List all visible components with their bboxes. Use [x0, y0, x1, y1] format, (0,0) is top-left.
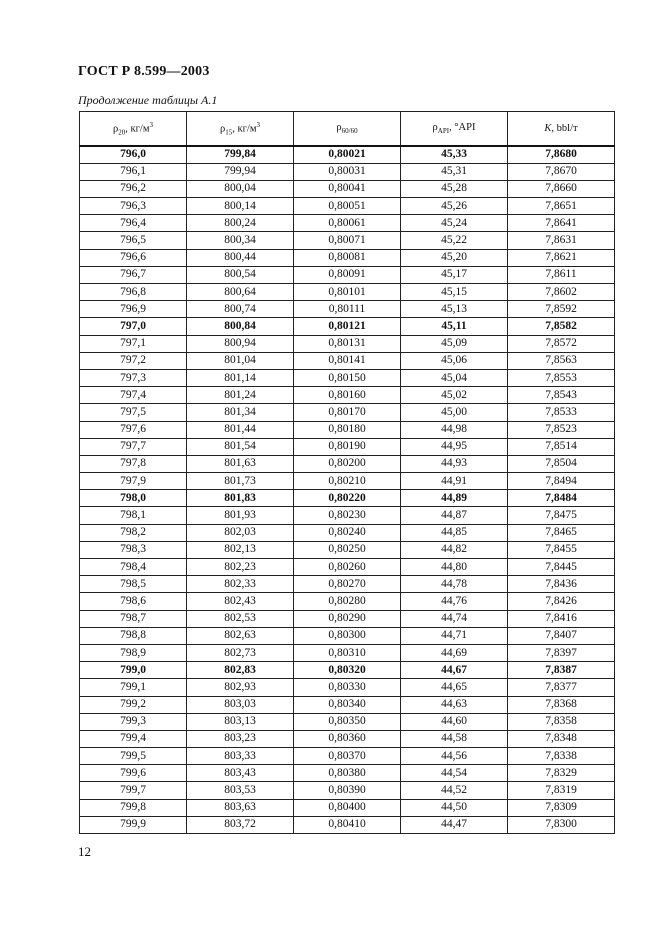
table-cell: 803,23 — [187, 730, 294, 747]
table-cell: 7,8416 — [508, 610, 615, 627]
table-cell: 800,44 — [187, 249, 294, 266]
table-cell: 799,84 — [187, 146, 294, 163]
table-cell: 44,98 — [401, 421, 508, 438]
table-cell: 798,1 — [80, 507, 187, 524]
column-subscript: API — [437, 127, 450, 136]
table-cell: 0,80150 — [294, 369, 401, 386]
table-cell: 799,8 — [80, 799, 187, 816]
table-cell: 799,9 — [80, 816, 187, 833]
table-row — [80, 748, 615, 765]
table-row — [80, 490, 615, 507]
table-row — [80, 593, 615, 610]
table-cell: 7,8523 — [508, 421, 615, 438]
table-cell: 797,7 — [80, 438, 187, 455]
table-row — [80, 318, 615, 335]
table-row — [80, 404, 615, 421]
table-row — [80, 730, 615, 747]
table-cell: 44,60 — [401, 713, 508, 730]
table-cell: 45,20 — [401, 249, 508, 266]
table-cell: 799,6 — [80, 765, 187, 782]
table-cell: 799,2 — [80, 696, 187, 713]
table-cell: 803,13 — [187, 713, 294, 730]
table-cell: 45,31 — [401, 163, 508, 180]
table-cell: 0,80101 — [294, 284, 401, 301]
column-superscript: 3 — [256, 120, 260, 129]
table-cell: 802,03 — [187, 524, 294, 541]
table-cell: 0,80380 — [294, 765, 401, 782]
table-cell: 45,02 — [401, 387, 508, 404]
table-cell: 44,76 — [401, 593, 508, 610]
table-cell: 797,6 — [80, 421, 187, 438]
table-cell: 44,54 — [401, 765, 508, 782]
table-cell: 45,28 — [401, 180, 508, 197]
table-cell: 0,80031 — [294, 163, 401, 180]
table-cell: 798,5 — [80, 576, 187, 593]
table-cell: 800,74 — [187, 301, 294, 318]
table-body — [80, 146, 615, 834]
column-subscript: 60/60 — [341, 127, 358, 136]
table-cell: 44,85 — [401, 524, 508, 541]
table-cell: 44,67 — [401, 662, 508, 679]
table-cell: 0,80340 — [294, 696, 401, 713]
table-cell: 45,26 — [401, 198, 508, 215]
table-cell: 799,1 — [80, 679, 187, 696]
table-cell: 7,8348 — [508, 730, 615, 747]
table-row — [80, 765, 615, 782]
table-cell: 44,74 — [401, 610, 508, 627]
table-cell: 800,54 — [187, 266, 294, 283]
table-cell: 7,8651 — [508, 198, 615, 215]
table-row — [80, 163, 615, 180]
table-cell: 7,8455 — [508, 541, 615, 558]
table-cell: 800,64 — [187, 284, 294, 301]
table-cell: 801,14 — [187, 369, 294, 386]
table-row — [80, 782, 615, 799]
column-symbol: ρ — [432, 121, 438, 133]
table-cell: 0,80280 — [294, 593, 401, 610]
table-cell: 796,4 — [80, 215, 187, 232]
table-cell: 798,3 — [80, 541, 187, 558]
table-cell: 7,8484 — [508, 490, 615, 507]
table-cell: 7,8611 — [508, 266, 615, 283]
table-cell: 7,8582 — [508, 318, 615, 335]
table-cell: 0,80200 — [294, 455, 401, 472]
table-cell: 45,33 — [401, 146, 508, 163]
table-cell: 0,80141 — [294, 352, 401, 369]
table-cell: 803,72 — [187, 816, 294, 833]
table-row — [80, 799, 615, 816]
table-cell: 801,04 — [187, 352, 294, 369]
table-cell: 799,4 — [80, 730, 187, 747]
table-cell: 798,2 — [80, 524, 187, 541]
table-cell: 796,6 — [80, 249, 187, 266]
table-cell: 798,6 — [80, 593, 187, 610]
table-cell: 796,5 — [80, 232, 187, 249]
table-cell: 803,03 — [187, 696, 294, 713]
table-cell: 800,14 — [187, 198, 294, 215]
table-cell: 45,11 — [401, 318, 508, 335]
density-table — [79, 111, 615, 834]
table-cell: 0,80041 — [294, 180, 401, 197]
table-cell: 0,80250 — [294, 541, 401, 558]
table-cell: 799,5 — [80, 748, 187, 765]
table-cell: 7,8445 — [508, 559, 615, 576]
column-symbol: ρ — [336, 121, 342, 133]
table-cell: 801,24 — [187, 387, 294, 404]
table-row — [80, 198, 615, 215]
table-cell: 796,2 — [80, 180, 187, 197]
table-row — [80, 816, 615, 833]
table-cell: 0,80320 — [294, 662, 401, 679]
table-cell: 796,0 — [80, 146, 187, 163]
table-cell: 798,7 — [80, 610, 187, 627]
table-row — [80, 713, 615, 730]
table-cell: 45,09 — [401, 335, 508, 352]
column-header — [294, 112, 401, 147]
table-cell: 45,17 — [401, 266, 508, 283]
page-number: 12 — [78, 844, 91, 859]
table-cell: 798,0 — [80, 490, 187, 507]
table-cell: 797,4 — [80, 387, 187, 404]
table-cell: 801,54 — [187, 438, 294, 455]
table-cell: 802,63 — [187, 627, 294, 644]
table-cell: 7,8602 — [508, 284, 615, 301]
table-cell: 7,8407 — [508, 627, 615, 644]
table-cell: 7,8504 — [508, 455, 615, 472]
table-row — [80, 507, 615, 524]
table-cell: 797,5 — [80, 404, 187, 421]
table-cell: 44,47 — [401, 816, 508, 833]
table-cell: 0,80310 — [294, 644, 401, 661]
table-cell: 45,24 — [401, 215, 508, 232]
table-cell: 797,8 — [80, 455, 187, 472]
table-cell: 796,1 — [80, 163, 187, 180]
table-cell: 798,9 — [80, 644, 187, 661]
table-cell: 44,71 — [401, 627, 508, 644]
table-row — [80, 301, 615, 318]
table-cell: 7,8338 — [508, 748, 615, 765]
table-cell: 803,33 — [187, 748, 294, 765]
table-cell: 0,80170 — [294, 404, 401, 421]
table-row — [80, 610, 615, 627]
table-cell: 7,8475 — [508, 507, 615, 524]
table-cell: 44,52 — [401, 782, 508, 799]
table-cell: 799,3 — [80, 713, 187, 730]
column-superscript: 3 — [149, 120, 153, 129]
table-cell: 0,80091 — [294, 266, 401, 283]
column-symbol: ρ — [113, 123, 119, 135]
table-cell: 802,83 — [187, 662, 294, 679]
table-row — [80, 473, 615, 490]
table-row — [80, 644, 615, 661]
table-cell: 797,3 — [80, 369, 187, 386]
table-cell: 801,93 — [187, 507, 294, 524]
table-cell: 0,80051 — [294, 198, 401, 215]
table-cell: 7,8309 — [508, 799, 615, 816]
table-cell: 7,8368 — [508, 696, 615, 713]
column-unit: , кг/м — [232, 123, 257, 135]
table-cell: 0,80220 — [294, 490, 401, 507]
table-cell: 799,7 — [80, 782, 187, 799]
column-subscript: 20 — [118, 128, 126, 137]
table-row — [80, 352, 615, 369]
table-cell: 7,8631 — [508, 232, 615, 249]
table-cell: 45,00 — [401, 404, 508, 421]
table-cell: 0,80021 — [294, 146, 401, 163]
table-cell: 44,69 — [401, 644, 508, 661]
table-cell: 800,34 — [187, 232, 294, 249]
table-cell: 0,80190 — [294, 438, 401, 455]
table-cell: 796,9 — [80, 301, 187, 318]
table-cell: 7,8592 — [508, 301, 615, 318]
table-cell: 796,8 — [80, 284, 187, 301]
column-subscript: 15 — [225, 128, 233, 137]
table-cell: 44,87 — [401, 507, 508, 524]
table-cell: 7,8377 — [508, 679, 615, 696]
table-cell: 799,94 — [187, 163, 294, 180]
table-cell: 0,80081 — [294, 249, 401, 266]
table-cell: 801,63 — [187, 455, 294, 472]
table-cell: 7,8563 — [508, 352, 615, 369]
table-cell: 7,8494 — [508, 473, 615, 490]
table-cell: 801,83 — [187, 490, 294, 507]
column-symbol: K — [544, 123, 552, 134]
table-cell: 0,80270 — [294, 576, 401, 593]
table-cell: 7,8680 — [508, 146, 615, 163]
table-cell: 7,8621 — [508, 249, 615, 266]
table-cell: 7,8329 — [508, 765, 615, 782]
table-cell: 7,8300 — [508, 816, 615, 833]
table-cell: 44,78 — [401, 576, 508, 593]
table-row — [80, 284, 615, 301]
table-cell: 797,9 — [80, 473, 187, 490]
table-cell: 796,7 — [80, 266, 187, 283]
table-row — [80, 438, 615, 455]
table-cell: 7,8465 — [508, 524, 615, 541]
table-cell: 800,84 — [187, 318, 294, 335]
table-cell: 44,56 — [401, 748, 508, 765]
column-unit: , bbl/т — [551, 123, 578, 134]
table-cell: 7,8319 — [508, 782, 615, 799]
table-cell: 44,65 — [401, 679, 508, 696]
table-cell: 7,8514 — [508, 438, 615, 455]
table-cell: 7,8436 — [508, 576, 615, 593]
table-cell: 802,53 — [187, 610, 294, 627]
table-row — [80, 232, 615, 249]
table-row — [80, 524, 615, 541]
table-cell: 798,4 — [80, 559, 187, 576]
table-cell: 7,8543 — [508, 387, 615, 404]
column-header — [508, 112, 615, 147]
table-cell: 801,73 — [187, 473, 294, 490]
table-cell: 802,73 — [187, 644, 294, 661]
table-caption: Продолжение таблицы А.1 — [78, 93, 218, 107]
table-cell: 0,80260 — [294, 559, 401, 576]
table-cell: 0,80350 — [294, 713, 401, 730]
table-cell: 0,80300 — [294, 627, 401, 644]
table-cell: 7,8426 — [508, 593, 615, 610]
table-cell: 0,80330 — [294, 679, 401, 696]
table-row — [80, 696, 615, 713]
table-row — [80, 335, 615, 352]
table-cell: 797,0 — [80, 318, 187, 335]
table-row — [80, 455, 615, 472]
column-header — [187, 112, 294, 147]
column-header — [401, 112, 508, 147]
table-cell: 44,58 — [401, 730, 508, 747]
table-cell: 801,44 — [187, 421, 294, 438]
table-cell: 800,04 — [187, 180, 294, 197]
column-header — [80, 112, 187, 147]
table-cell: 798,8 — [80, 627, 187, 644]
table-cell: 801,34 — [187, 404, 294, 421]
table-row — [80, 576, 615, 593]
document-header: ГОСТ Р 8.599—2003 — [78, 64, 210, 79]
table-row — [80, 215, 615, 232]
table-cell: 45,22 — [401, 232, 508, 249]
table-row — [80, 559, 615, 576]
table-row — [80, 180, 615, 197]
table-cell: 44,50 — [401, 799, 508, 816]
table-cell: 797,2 — [80, 352, 187, 369]
table-row — [80, 421, 615, 438]
table-row — [80, 387, 615, 404]
table-cell: 7,8387 — [508, 662, 615, 679]
table-cell: 44,93 — [401, 455, 508, 472]
table-row — [80, 369, 615, 386]
table-cell: 0,80370 — [294, 748, 401, 765]
table-cell: 7,8533 — [508, 404, 615, 421]
table-cell: 7,8572 — [508, 335, 615, 352]
table-cell: 7,8641 — [508, 215, 615, 232]
table-cell: 0,80410 — [294, 816, 401, 833]
table-cell: 799,0 — [80, 662, 187, 679]
table-cell: 0,80131 — [294, 335, 401, 352]
table-cell: 7,8553 — [508, 369, 615, 386]
table-cell: 0,80290 — [294, 610, 401, 627]
table-cell: 802,23 — [187, 559, 294, 576]
table-cell: 0,80121 — [294, 318, 401, 335]
table-cell: 802,93 — [187, 679, 294, 696]
table-header — [80, 112, 615, 147]
table-row — [80, 679, 615, 696]
table-row — [80, 266, 615, 283]
table-cell: 45,06 — [401, 352, 508, 369]
table-cell: 45,13 — [401, 301, 508, 318]
table-cell: 0,80240 — [294, 524, 401, 541]
table-cell: 7,8397 — [508, 644, 615, 661]
table-cell: 802,13 — [187, 541, 294, 558]
table-row — [80, 249, 615, 266]
table-cell: 45,15 — [401, 284, 508, 301]
table-cell: 0,80400 — [294, 799, 401, 816]
column-symbol: ρ — [220, 123, 226, 135]
header-row — [80, 112, 615, 147]
table-cell: 802,43 — [187, 593, 294, 610]
table-cell: 44,80 — [401, 559, 508, 576]
table-cell: 44,95 — [401, 438, 508, 455]
table-cell: 0,80180 — [294, 421, 401, 438]
table-cell: 44,63 — [401, 696, 508, 713]
table-cell: 797,1 — [80, 335, 187, 352]
table-cell: 796,3 — [80, 198, 187, 215]
table-cell: 44,82 — [401, 541, 508, 558]
table-cell: 0,80071 — [294, 232, 401, 249]
table-cell: 0,80160 — [294, 387, 401, 404]
table-cell: 802,33 — [187, 576, 294, 593]
table-cell: 45,04 — [401, 369, 508, 386]
table-cell: 0,80390 — [294, 782, 401, 799]
table-cell: 0,80360 — [294, 730, 401, 747]
table-cell: 0,80111 — [294, 301, 401, 318]
table-cell: 803,63 — [187, 799, 294, 816]
table-cell: 803,53 — [187, 782, 294, 799]
table-cell: 7,8358 — [508, 713, 615, 730]
table-cell: 7,8660 — [508, 180, 615, 197]
column-unit: , °API — [449, 121, 476, 133]
table-cell: 0,80210 — [294, 473, 401, 490]
table-cell: 44,91 — [401, 473, 508, 490]
table-row — [80, 541, 615, 558]
table-cell: 0,80061 — [294, 215, 401, 232]
table-cell: 0,80230 — [294, 507, 401, 524]
table-cell: 800,24 — [187, 215, 294, 232]
table-cell: 800,94 — [187, 335, 294, 352]
table-row — [80, 662, 615, 679]
table-cell: 7,8670 — [508, 163, 615, 180]
column-unit: , кг/м — [125, 123, 150, 135]
table-row — [80, 627, 615, 644]
table-cell: 44,89 — [401, 490, 508, 507]
table-cell: 803,43 — [187, 765, 294, 782]
table-row — [80, 146, 615, 163]
